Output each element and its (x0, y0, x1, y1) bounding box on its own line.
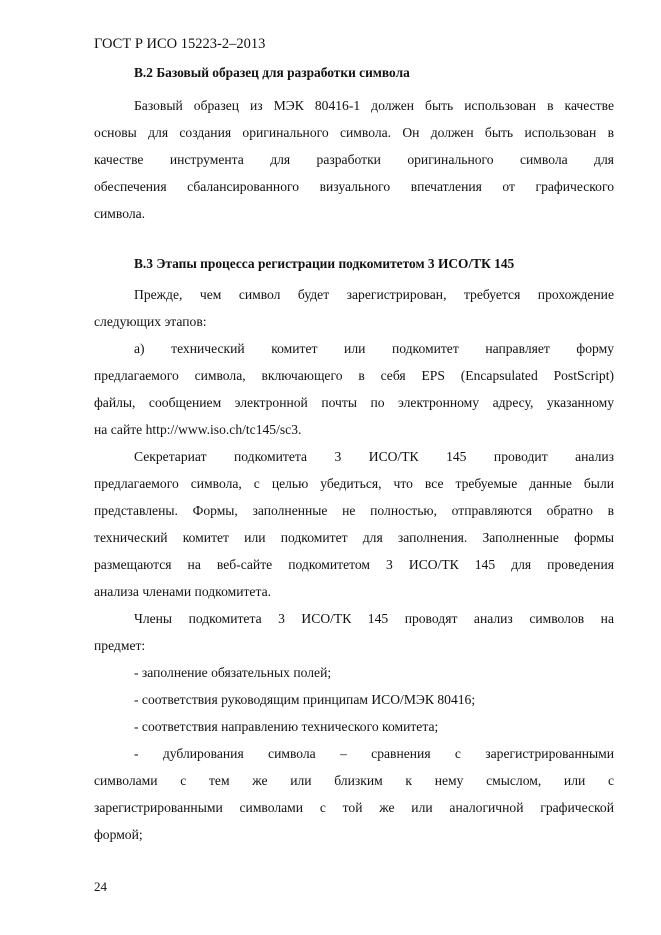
paragraph-line: Базовый образец из МЭК 80416-1 должен быть использован в качестве (134, 98, 614, 113)
bullet-item-line: зарегистрированными символами с той же или аналогичной графической (94, 800, 614, 815)
bullet-item-line: символами с тем же или близким к нему смыслом, или с (94, 773, 614, 788)
paragraph-line: символа. (94, 206, 146, 221)
paragraph-line: предлагаемого символа, с целью убедиться, что все требуемые данные были (94, 476, 614, 491)
list-item-a-line: файлы, сообщением электронной почты по электронному адресу, указанному (94, 395, 614, 410)
bullet-item-line: формой; (94, 827, 143, 842)
paragraph-line: технический комитет или подкомитет для заполнения. Заполненные формы (94, 530, 614, 545)
bullet-item: - соответствия руководящим принципам ИСО/МЭК 80416; (134, 692, 476, 707)
paragraph-line: размещаются на веб-сайте подкомитетом 3 ИСО/ТК 145 для проведения (94, 557, 614, 572)
paragraph-line: представлены. Формы, заполненные не полностью, отправляются обратно в (94, 503, 614, 518)
section-b3-body (94, 281, 614, 848)
list-item-a-line: а) технический комитет или подкомитет направляет форму (134, 341, 614, 356)
bullet-item: - соответствия направлению технического комитета; (134, 719, 439, 734)
bullet-item: - заполнение обязательных полей; (134, 665, 332, 680)
section-b2-paragraph (94, 92, 614, 227)
paragraph-line: качестве инструмента для разработки оригинального символа для (94, 152, 614, 167)
paragraph-line: Секретариат подкомитета 3 ИСО/ТК 145 проводит анализ (134, 449, 614, 464)
paragraph-line: Члены подкомитета 3 ИСО/ТК 145 проводят анализ символов на (134, 611, 614, 626)
section-heading-b2: B.2 Базовый образец для разработки символа (134, 65, 410, 80)
paragraph-line: Прежде, чем символ будет зарегистрирован, требуется прохождение (134, 287, 614, 302)
bullet-item-line: - дублирования символа – сравнения с зарегистрированными (134, 746, 614, 761)
paragraph-line: следующих этапов: (94, 314, 207, 329)
list-item-a-line: на сайте http://www.iso.ch/tc145/sc3. (94, 422, 302, 437)
paragraph-line: анализа членами подкомитета. (94, 584, 271, 599)
list-item-a-line: предлагаемого символа, включающего в себя EPS (Encapsulated PostScript) (94, 368, 614, 383)
standard-code-header: ГОСТ Р ИСО 15223-2–2013 (94, 36, 266, 52)
paragraph-line: обеспечения сбалансированного визуального впечатления от графического (94, 179, 614, 194)
page-number: 24 (94, 879, 107, 894)
section-heading-b3: B.3 Этапы процесса регистрации подкомитетом 3 ИСО/ТК 145 (134, 256, 515, 271)
paragraph-line: предмет: (94, 638, 146, 653)
paragraph-line: основы для создания оригинального символа. Он должен быть использован в (94, 125, 614, 140)
